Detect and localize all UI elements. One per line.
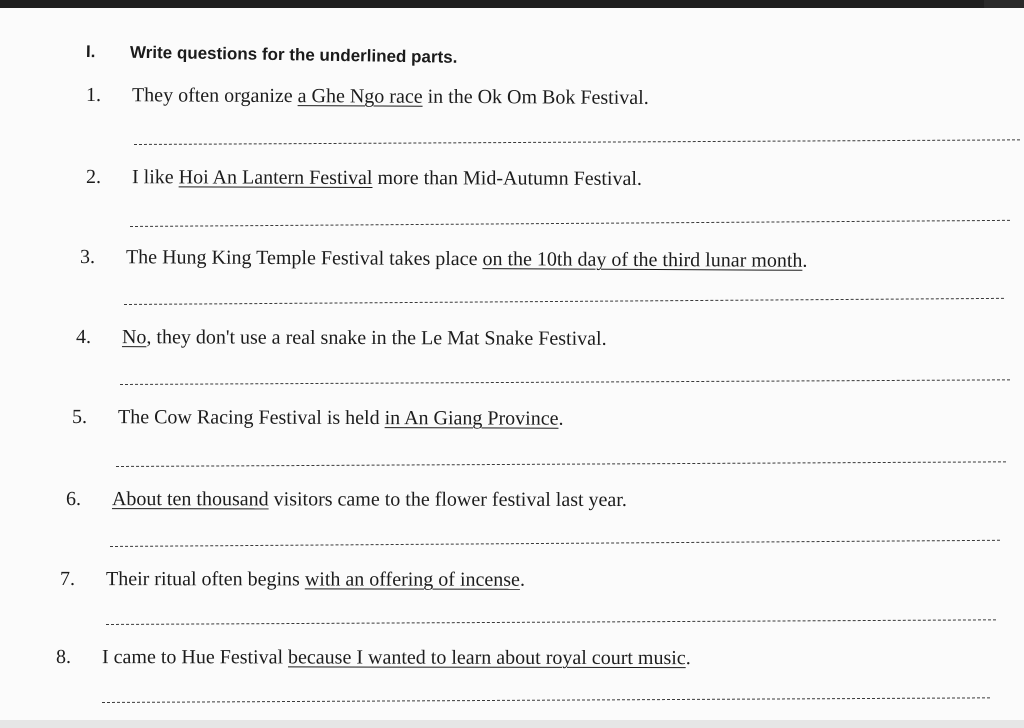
item-number: 4. xyxy=(75,326,92,349)
underlined-part: About ten thousand xyxy=(111,488,269,511)
answer-line-8[interactable] xyxy=(102,697,990,703)
item-text-after: , they don't use a real snake in the Le Mat Snake Festival. xyxy=(146,326,607,350)
answer-line-1[interactable] xyxy=(134,139,1020,145)
question-item-7 xyxy=(60,568,525,592)
item-text-after: visitors came to the flower festival last year. xyxy=(268,488,627,511)
item-text-after: . xyxy=(685,647,691,670)
underlined-part: in An Giang Province xyxy=(384,407,559,430)
worksheet-page xyxy=(0,8,1024,720)
item-number: 3. xyxy=(79,246,96,269)
item-text-after: . xyxy=(802,249,808,272)
answer-line-5[interactable] xyxy=(116,461,1006,467)
item-number: 5. xyxy=(71,406,88,429)
item-number: 7. xyxy=(59,568,76,591)
item-text-before: They often organize xyxy=(131,84,298,108)
underlined-part: because I wanted to learn about royal court music xyxy=(288,646,686,670)
underlined-part: on the 10th day of the third lunar month xyxy=(482,248,803,272)
question-item-8 xyxy=(56,646,691,670)
question-item-3 xyxy=(80,246,808,273)
question-item-6 xyxy=(66,488,627,512)
footer-bar xyxy=(0,720,1024,728)
item-text-after: in the Ok Om Bok Festival. xyxy=(422,85,649,109)
item-text-before: I came to Hue Festival xyxy=(101,646,289,669)
item-text-before: The Hung King Temple Festival takes place xyxy=(125,246,483,271)
item-text-after: more than Mid-Autumn Festival. xyxy=(372,167,642,190)
question-item-2 xyxy=(86,166,642,191)
question-item-1 xyxy=(86,84,649,110)
answer-line-3[interactable] xyxy=(124,298,1004,305)
item-text-after: . xyxy=(558,407,564,430)
item-number: 1. xyxy=(85,84,102,107)
instruction-text: Write questions for the underlined parts. xyxy=(129,42,458,67)
item-number: 6. xyxy=(65,488,82,511)
exercise-instruction xyxy=(86,42,458,68)
exercise-number: I. xyxy=(85,42,96,62)
item-text-after: . xyxy=(519,568,525,591)
underlined-part: with an offering of incense xyxy=(304,568,520,591)
underlined-part: a Ghe Ngo race xyxy=(297,85,423,108)
item-number: 8. xyxy=(55,646,72,669)
answer-line-7[interactable] xyxy=(106,619,996,625)
answer-line-2[interactable] xyxy=(130,220,1010,227)
item-number: 2. xyxy=(85,166,102,189)
underlined-part: Hoi An Lantern Festival xyxy=(178,166,373,190)
answer-line-6[interactable] xyxy=(110,540,1000,547)
question-item-4 xyxy=(76,326,607,351)
item-text-before: The Cow Racing Festival is held xyxy=(117,406,385,430)
window-top-bar xyxy=(0,0,1024,8)
item-text-before: I like xyxy=(131,166,179,189)
item-text-before: Their ritual often begins xyxy=(105,568,305,591)
underlined-part: No xyxy=(121,326,147,349)
question-item-5 xyxy=(72,406,564,431)
answer-line-4[interactable] xyxy=(120,379,1010,385)
